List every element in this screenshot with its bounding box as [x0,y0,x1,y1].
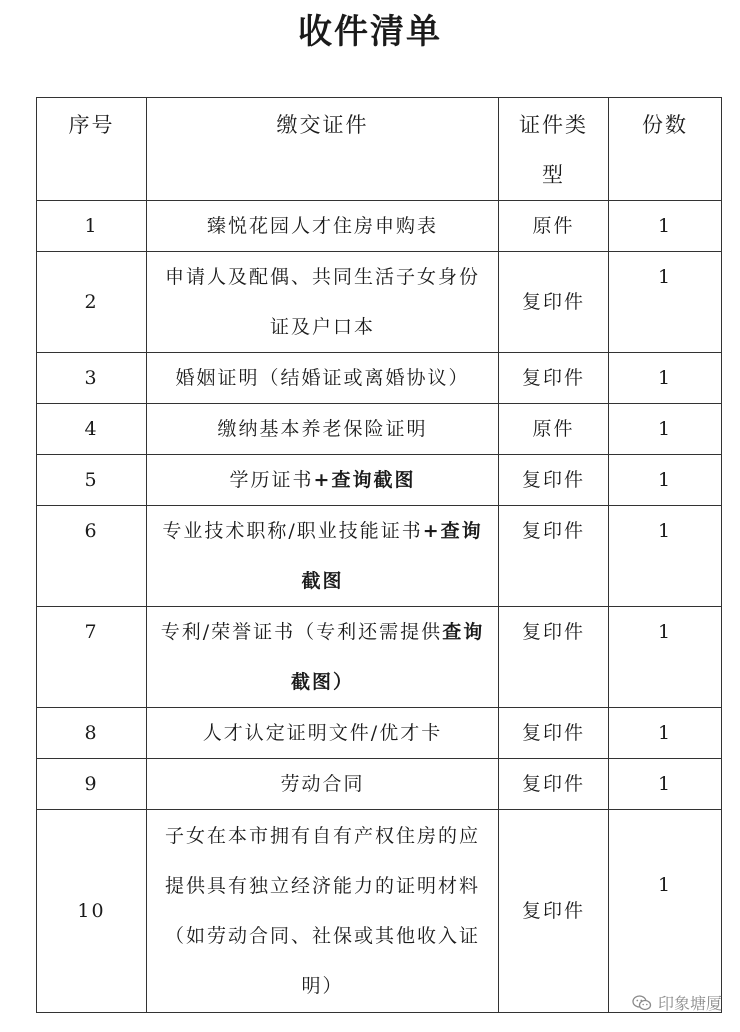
cell-document: 人才认定证明文件/优才卡 [147,708,499,759]
table-header-row [37,98,722,201]
document-text: 学历证书 [229,469,314,491]
cell-type: 原件 [499,201,609,252]
cell-no: 7 [37,607,147,708]
table-row [37,404,722,455]
document-text-bold: +查询截图 [313,469,416,491]
table-row [37,201,722,252]
cell-copies: 1 [609,252,722,353]
wechat-icon [632,995,652,1011]
cell-type: 复印件 [499,353,609,404]
header-no: 序号 [37,98,147,201]
cell-no: 5 [37,455,147,506]
cell-no: 1 [37,201,147,252]
header-copies: 份数 [609,98,722,201]
document-text-bold: 查询截图） [290,621,485,693]
cell-type: 复印件 [499,708,609,759]
cell-copies: 1 [609,404,722,455]
cell-no: 4 [37,404,147,455]
cell-document: 臻悦花园人才住房申购表 [147,201,499,252]
cell-copies: 1 [609,607,722,708]
header-type: 证件类型 [499,98,609,201]
cell-type: 复印件 [499,810,609,1013]
cell-type: 原件 [499,404,609,455]
cell-document: 子女在本市拥有自有产权住房的应提供具有独立经济能力的证明材料（如劳动合同、社保或其他收入证明） [147,810,499,1013]
watermark-text: 印象塘厦 [657,994,722,1013]
cell-document: 劳动合同 [147,759,499,810]
header-document: 缴交证件 [147,98,499,201]
cell-type: 复印件 [499,506,609,607]
cell-copies: 1 [609,759,722,810]
document-text-bold: +查询截图 [301,520,483,592]
document-text: 专业技术职称/职业技能证书 [162,520,423,542]
page-title: 收件清单 [298,12,442,52]
table-row [37,353,722,404]
table-row [37,759,722,810]
cell-no: 10 [37,810,147,1013]
table-row [37,607,722,708]
table-row [37,810,722,1013]
table-row [37,506,722,607]
receipt-table [36,97,722,1013]
cell-copies: 1 [609,353,722,404]
cell-copies: 1 [609,455,722,506]
cell-document [147,455,499,506]
cell-copies: 1 [609,708,722,759]
cell-copies: 1 [609,201,722,252]
cell-type: 复印件 [499,607,609,708]
cell-document: 婚姻证明（结婚证或离婚协议） [147,353,499,404]
table-row [37,455,722,506]
watermark [632,991,722,1014]
cell-no: 2 [37,252,147,353]
cell-copies: 1 [609,506,722,607]
cell-type: 复印件 [499,455,609,506]
cell-no: 8 [37,708,147,759]
cell-type: 复印件 [499,759,609,810]
cell-document: 申请人及配偶、共同生活子女身份证及户口本 [147,252,499,353]
cell-no: 6 [37,506,147,607]
document-text: 专利/荣誉证书（专利还需提供 [160,621,443,643]
cell-document [147,506,499,607]
cell-copies: 1 [609,810,722,1013]
cell-document [147,607,499,708]
cell-no: 3 [37,353,147,404]
cell-document: 缴纳基本养老保险证明 [147,404,499,455]
table-row [37,252,722,353]
cell-type: 复印件 [499,252,609,353]
cell-no: 9 [37,759,147,810]
table-row [37,708,722,759]
